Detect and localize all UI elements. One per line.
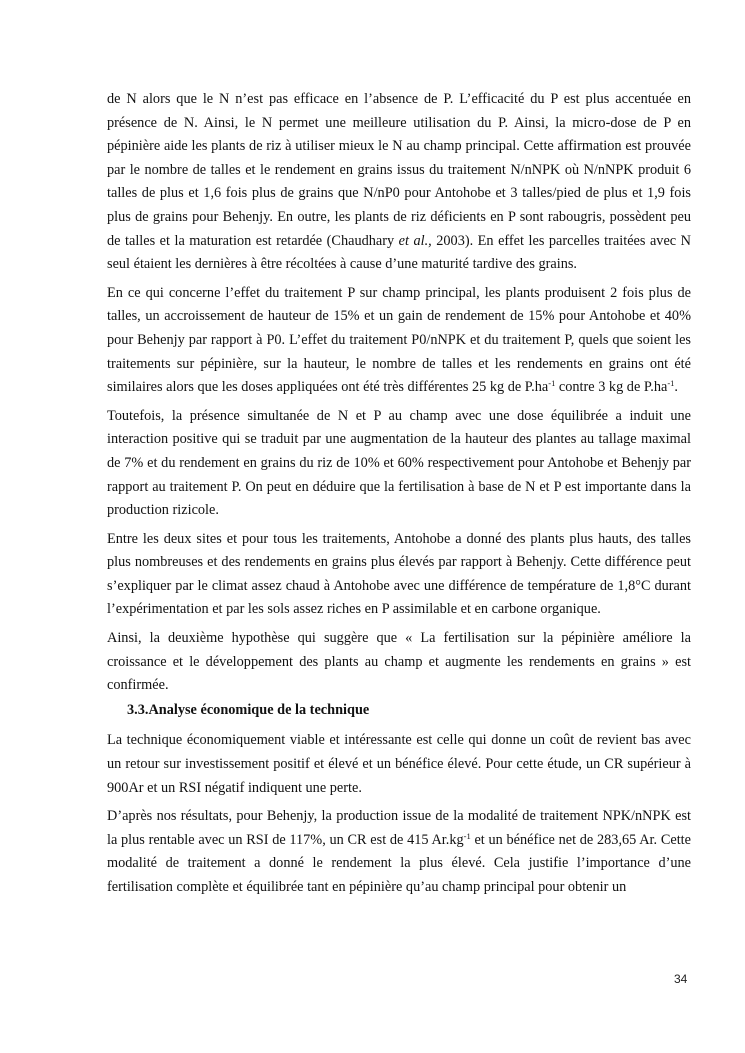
section-heading: 3.3.Analyse économique de la technique xyxy=(127,701,370,718)
paragraph-results-behenjy: D’après nos résultats, pour Behenjy, la production issue de la modalité de traitement NPK/nNPK est la plus rentable avec un RSI de 117%, un CR est de 415 $Ar.kg^{-1}$ et un bénéfice net de 283,65 Ar. Cette modalité de traitement a donné le rendement la plus élevé. Cela justifie l’importance d’une fertilisation complète et équilibrée tant en pépinière qu’au champ principal pour obtenir un xyxy=(107,808,691,895)
paragraph-economic-viability: La technique économiquement viable et intéressante est celle qui donne un coût de revient bas avec un retour sur investissement positif et élevé et un bénéfice élevé. Pour cette étude, un CR supérieur à 900Ar et un RSI négatif indiquent une perte. xyxy=(107,732,691,796)
document-body xyxy=(107,88,691,900)
page-number: 34 xyxy=(674,972,688,986)
paragraph-site-comparison: Entre les deux sites et pour tous les traitements, Antohobe a donné des plants plus hauts, des talles plus nombreuses et des rendements en grains plus élevés par rapport à Behenjy. Cette différence peut s’expliquer par le climat assez chaud à Antohobe avec une différence de température de 1,8°C durant l’expérimentation et par les sols assez riches en P assimilable et en carbone organique. xyxy=(107,530,691,618)
paragraph-hypothesis: Ainsi, la deuxième hypothèse qui suggère que « La fertilisation sur la pépinière améliore la croissance et le développement des plants au champ et augmente les rendements en grains » est confirmée. xyxy=(107,630,691,694)
paragraph-np-interaction: Toutefois, la présence simultanée de N et P au champ avec une dose équilibrée a induit une interaction positive qui se traduit par une augmentation de la hauteur des plantes au tallage maximal de 7% et du rendement en grains du riz de 10% et 60% respectivement pour Antohobe et Behenjy par rapport au traitement P. On peut en déduire que la fertilisation à base de N et P est importante dans la production rizicole. xyxy=(107,407,691,519)
paragraph-nitrogen-phosphorus: de N alors que le N n’est pas efficace en l’absence de P. L’efficacité du P est plus accentuée en présence de N. Ainsi, le N permet une meilleure utilisation du P. Ainsi, la micro-dose de P en pépinière aide les plants de riz à utiliser mieux le N au champ principal. Cette affirmation est prouvée par le nombre de talles et le rendement en grains issus du traitement N/nNPK où N/nNPK produit 6 talles de plus et 1,6 fois plus de grains que N/nP0 pour Antohobe et 3 talles/pied de plus et 1,9 fois plus de grains pour Behenjy. En outre, les plants de riz déficients en P sont rabougris, possèdent peu de talles et la maturation est retardée (Chaudhary et al., 2003). En effet les parcelles traitées avec N seul étaient les dernières à être récoltées à cause d’une maturité tardive des grains. xyxy=(107,91,691,273)
paragraph-phosphorus-effect: En ce qui concerne l’effet du traitement P sur champ principal, les plants produisent 2 fois plus de talles, un accroissement de hauteur de 15% et un gain de rendement de 15% pour Antohobe et 40% pour Behenjy par rapport à P0. L’effet du traitement P0/nNPK et du traitement P, quels que soient les traitements sur pépinière, sur la hauteur, le nombre de talles et les rendements en grains ont été similaires alors que les doses appliquées ont été très différentes 25 kg de $P.ha^{-1}$ contre 3 kg de $P.ha^{-1}$. xyxy=(107,284,691,396)
